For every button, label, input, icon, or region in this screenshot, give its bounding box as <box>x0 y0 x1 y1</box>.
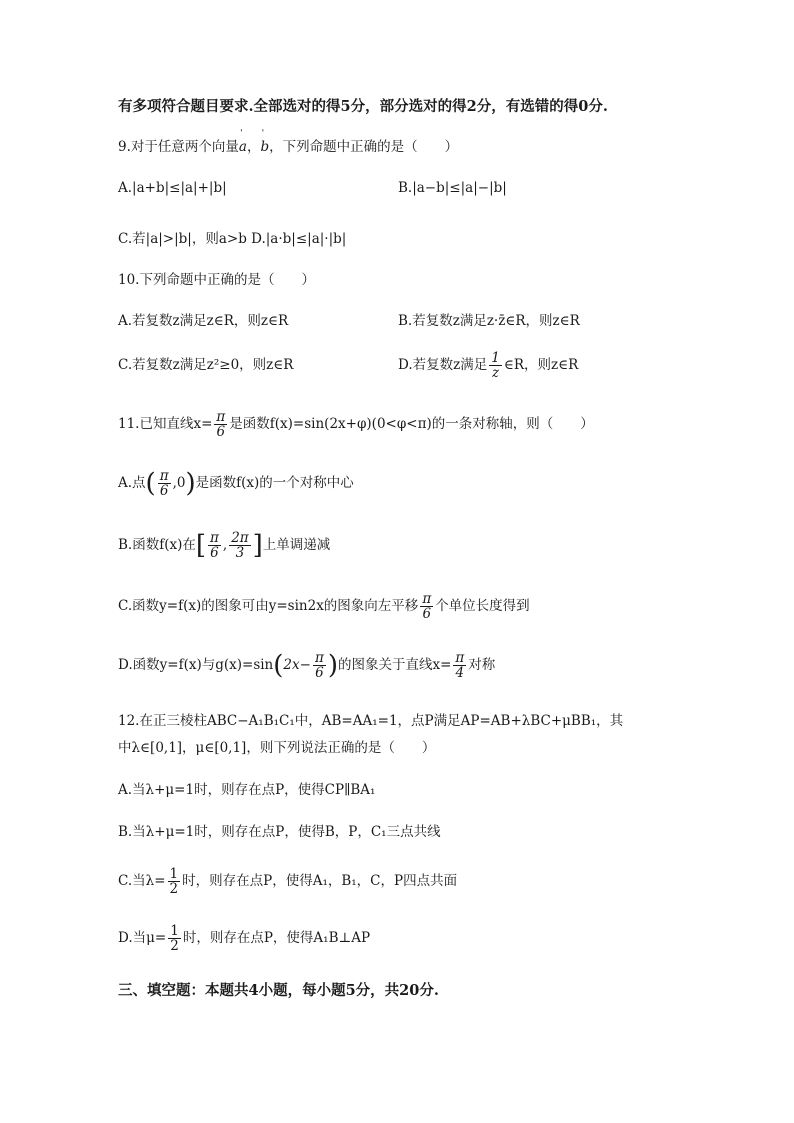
q12-c-pre: C.当λ= <box>118 873 166 889</box>
q9-stem-end: ，下列命题中正确的是（ ） <box>269 139 459 155</box>
q12-option-d: D.当μ= $\frac{1}{2}$ 时，则存在点P，使得A₁B⊥AP <box>118 923 371 954</box>
q11-a-post: 是函数f(x)的一个对称中心 <box>195 475 354 491</box>
q9-option-cd: C.若|a|>|b|，则a>b D.|a·b|≤|a|·|b| <box>118 231 347 247</box>
q12-option-b: B.当λ+μ=1时，则存在点P，使得B，P，C₁三点共线 <box>118 824 441 840</box>
q11-d-end: 对称 <box>468 657 496 673</box>
q11-option-b: B.函数f(x)在[ $\frac{\pi}{6}$ , $\frac{2\pi}{3}$ ]上单调递减 <box>118 530 331 561</box>
q9-var-b: ˈ b <box>260 137 269 157</box>
section-three-heading: 三、填空题：本题共4小题，每小题5分，共20分. <box>118 982 439 999</box>
q11-b-pre: B.函数f(x)在 <box>118 537 196 553</box>
q11-stem <box>118 404 594 444</box>
q12-d-post: 时，则存在点P，使得A₁B⊥AP <box>182 930 371 946</box>
q10-option-c: C.若复数z满足z²≥0，则z∈R <box>118 357 294 373</box>
q11-stem-post: 是函数f(x)=sin(2x+φ)(0<φ<π)的一条对称轴，则（ ） <box>229 416 594 432</box>
q11-option-d: D.函数y=f(x)与g(x)=sin(2x− $\frac{\pi}{6}$ )的图象关于直线x= $\frac{\pi}{4}$ 对称 <box>118 650 496 681</box>
q11-option-c: C.函数y=f(x)的图象可由y=sin2x的图象向左平移 $\frac{\pi}{6}$ 个单位长度得到 <box>118 591 530 622</box>
q10-option-a: A.若复数z满足z∈R，则z∈R <box>118 313 289 329</box>
q12-line2: 中λ∈[0,1]，μ∈[0,1]，则下列说法正确的是（ ） <box>118 740 436 756</box>
q11-option-a: A.点( $\frac{\pi}{6}$ ,0)是函数f(x)的一个对称中心 <box>118 468 354 499</box>
q9-stem: 9.对于任意两个向量ˈ a，ˈ b，下列命题中正确的是（ ） <box>118 137 458 157</box>
q12-option-c: C.当λ= $\frac{1}{2}$ 时，则存在点P，使得A₁，B₁，C，P四点共面 <box>118 866 458 897</box>
q11-d-pre: D.函数y=f(x)与g(x)=sin <box>118 657 274 673</box>
q11-stem-pre: 11.已知直线x= <box>118 416 213 432</box>
q9-stem-text: 9.对于任意两个向量 <box>118 139 239 155</box>
q9-var-a: ˈ a <box>239 137 247 157</box>
q12-option-a: A.当λ+μ=1时，则存在点P，使得CP∥BA₁ <box>118 782 376 798</box>
q12-d-pre: D.当μ= <box>118 930 167 946</box>
q11-c-post: 个单位长度得到 <box>435 598 530 614</box>
q12-c-post: 时，则存在点P，使得A₁，B₁，C，P四点共面 <box>182 873 458 889</box>
q9-option-a: A.|a+b|≤|a|+|b| <box>118 180 227 196</box>
q10-option-b: B.若复数z满足z·z̄∈R，则z∈R <box>398 313 580 329</box>
q10-d-fraction: $\frac{1}{z}$ <box>491 350 500 381</box>
q11-d-post: 的图象关于直线x= <box>337 657 452 673</box>
q10-d-post: ∈R，则z∈R <box>503 357 579 373</box>
q11-a-pre: A.点 <box>118 475 146 491</box>
scoring-note: 有多项符合题目要求.全部选对的得5分，部分选对的得2分，有选错的得0分. <box>118 98 608 115</box>
q10-stem: 10.下列命题中正确的是（ ） <box>118 272 315 288</box>
q11-stem-fraction: $\frac{\pi}{6}$ <box>216 409 226 440</box>
q12-line1: 12.在正三棱柱ABC−A₁B₁C₁中，AB=AA₁=1，点P满足AP=AB+λBC+μBB₁，其 <box>118 713 624 729</box>
q11-c-pre: C.函数y=f(x)的图象可由y=sin2x的图象向左平移 <box>118 598 419 614</box>
q10-option-d <box>398 345 578 385</box>
q9-option-b: B.|a−b|≤|a|−|b| <box>398 180 507 196</box>
q10-d-pre: D.若复数z满足 <box>398 357 488 373</box>
q11-b-post: 上单调递减 <box>262 537 331 553</box>
